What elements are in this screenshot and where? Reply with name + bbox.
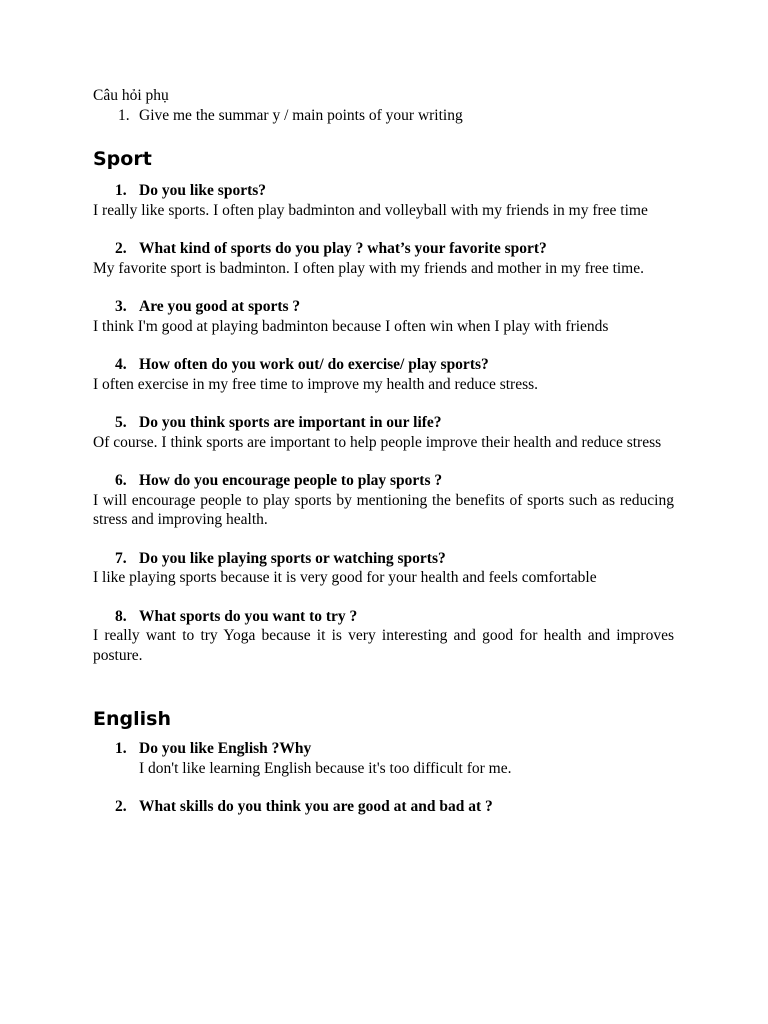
intro-item-number: 1. bbox=[118, 107, 130, 124]
question-number: 2. bbox=[115, 240, 127, 257]
question bbox=[93, 181, 674, 201]
question bbox=[93, 297, 674, 317]
question-text: Do you like playing sports or watching sports? bbox=[139, 549, 446, 567]
question-text: Are you good at sports ? bbox=[139, 298, 301, 315]
intro-item-text: Give me the summar y / main points of your writing bbox=[139, 107, 463, 124]
sport-qa-7 bbox=[93, 549, 674, 588]
sport-qa-8 bbox=[93, 607, 674, 666]
answer-text: I like playing sports because it is very good for your health and feels comfortable bbox=[93, 569, 597, 586]
sport-qa-5 bbox=[93, 413, 674, 452]
english-heading: English bbox=[93, 708, 171, 730]
question bbox=[93, 355, 674, 375]
question bbox=[93, 797, 674, 817]
answer-text: I really want to try Yoga because it is very interesting and good for health and improves posture. bbox=[93, 627, 674, 664]
question-text: What skills do you think you are good at and bad at ? bbox=[139, 798, 493, 815]
question-number: 3. bbox=[115, 298, 127, 315]
intro-item bbox=[93, 106, 674, 126]
question-number: 7. bbox=[115, 549, 127, 567]
intro-title: Câu hỏi phụ bbox=[93, 87, 169, 104]
answer-text: My favorite sport is badminton. I often play with my friends and mother in my free time. bbox=[93, 259, 644, 277]
english-qa-list bbox=[93, 739, 674, 817]
question-text: What sports do you want to try ? bbox=[139, 607, 358, 625]
sport-qa-4 bbox=[93, 355, 674, 394]
question bbox=[93, 549, 674, 569]
question-text: How often do you work out/ do exercise/ play sports? bbox=[139, 356, 489, 373]
question-number: 4. bbox=[115, 356, 127, 373]
sport-qa-1 bbox=[93, 181, 674, 220]
answer-text: Of course. I think sports are important to help people improve their health and reduce stress bbox=[93, 433, 662, 451]
question bbox=[93, 471, 674, 491]
sport-qa-6 bbox=[93, 471, 674, 530]
question bbox=[93, 413, 674, 433]
question-number: 5. bbox=[115, 414, 127, 431]
question-text: Do you like English ?Why bbox=[139, 740, 312, 757]
question bbox=[93, 239, 674, 259]
answer-text: I think I'm good at playing badminton because I often win when I play with friends bbox=[93, 317, 609, 335]
answer-text: I will encourage people to play sports by mentioning the benefits of sports such as reducing stress and improving health. bbox=[93, 491, 674, 528]
intro-list bbox=[93, 106, 674, 126]
question-text: How do you encourage people to play sports ? bbox=[139, 472, 443, 489]
answer-text: I often exercise in my free time to improve my health and reduce stress. bbox=[93, 375, 539, 393]
question-text: Do you think sports are important in our life? bbox=[139, 414, 442, 431]
question-text: Do you like sports? bbox=[139, 182, 267, 199]
english-qa-1 bbox=[93, 739, 674, 778]
sport-heading: Sport bbox=[93, 148, 152, 170]
question-number: 6. bbox=[115, 472, 127, 489]
sport-qa-list bbox=[93, 181, 674, 665]
sport-qa-2 bbox=[93, 239, 674, 278]
document-page bbox=[93, 86, 674, 817]
english-qa-2 bbox=[93, 797, 674, 817]
question-number: 1. bbox=[115, 740, 127, 757]
question-number: 2. bbox=[115, 798, 127, 815]
answer-text: I really like sports. I often play badminton and volleyball with my friends in my free time bbox=[93, 201, 648, 219]
question-text: What kind of sports do you play ? what’s your favorite sport? bbox=[139, 240, 547, 257]
sport-qa-3 bbox=[93, 297, 674, 336]
question bbox=[93, 607, 674, 627]
question-number: 8. bbox=[115, 607, 127, 625]
question-number: 1. bbox=[115, 182, 127, 199]
answer-text: I don't like learning English because it's too difficult for me. bbox=[139, 759, 512, 777]
question bbox=[93, 739, 674, 759]
